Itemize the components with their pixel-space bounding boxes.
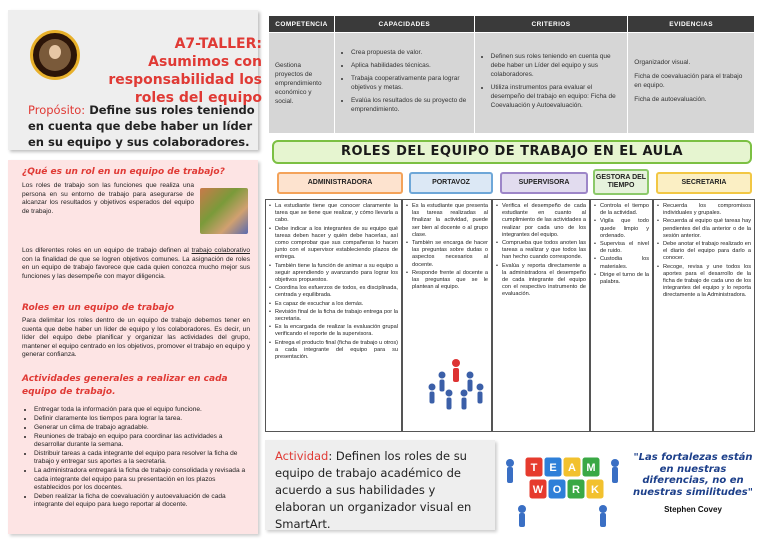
role-item: • Dirige el turno de la palabra. bbox=[594, 272, 649, 286]
quote-author: Stephen Covey bbox=[664, 505, 722, 514]
capacidad-item: • Crea propuesta de valor. bbox=[351, 48, 468, 57]
role-item: • Comprueba que todos anoten las tareas a realizar y que todos las han hecho cuando corresponde. bbox=[496, 240, 586, 262]
collaborative-work-link[interactable]: trabajo colaborativo bbox=[191, 247, 250, 254]
role-item: • Revisión final de la ficha de trabajo entrega por la secretaria. bbox=[269, 309, 398, 323]
list-item: • Reuniones de trabajo en equipo para coordinar las actividades a desarrollar durante la semana. bbox=[34, 433, 250, 450]
role-item: • Responde frente al docente a las preguntas que se le plantean al equipo. bbox=[406, 270, 488, 292]
criterio-item: • Utiliza instrumentos para evaluar el desempeño del trabajo en equipo: Ficha de Coevaluación y Autoevaluación. bbox=[491, 83, 622, 110]
roles-banner: ROLES DEL EQUIPO DE TRABAJO EN EL AULA bbox=[272, 140, 752, 164]
logo-portrait bbox=[39, 39, 71, 71]
capacidad-item: • Evalúa los resultados de su proyecto de emprendimiento. bbox=[351, 96, 468, 114]
purpose bbox=[28, 102, 260, 150]
school-logo bbox=[30, 30, 80, 80]
role-item: • Verifica el desempeño de cada estudiante en cuanto al cumplimiento de las actividades a realizar por cada uno de los integrantes del equipo. bbox=[496, 203, 586, 239]
puzzle-letter: E bbox=[549, 462, 557, 474]
puzzle-letter: M bbox=[586, 462, 596, 474]
logo-face bbox=[49, 45, 61, 59]
role-item: • Supervisa el nivel de ruido. bbox=[594, 241, 649, 255]
role-item: • Controla el tiempo de la actividad. bbox=[594, 203, 649, 217]
puzzle-letter: R bbox=[572, 484, 580, 496]
role-column-gestora bbox=[590, 199, 653, 432]
list-item: • Definir claramente los tiempos para lograr la tarea. bbox=[34, 415, 250, 423]
list-item: • Entregar toda la información para que el equipo funcione. bbox=[34, 406, 250, 414]
header-competencia: COMPETENCIA bbox=[269, 16, 335, 33]
list-item: • Generar un clima de trabajo agradable. bbox=[34, 424, 250, 432]
list-item: • La administradora entregará la ficha de trabajo consolidada y revisada a cada integrante del equipo para su presentación en los plazos establecidos por los docentes. bbox=[34, 467, 250, 492]
para-leader: Para delimitar los roles dentro de un equipo de trabajo debemos tener en cuenta que debe haber un líder de equipo y los colaboradores. Es decir, un líder del equipo debe planificar y organizar las actividades del grupo, mantener el equipo centrado en los objetivos, promover el trabajo en equipo y generar confianza. bbox=[22, 317, 250, 358]
role-item: • Recoge, revisa y une todos los aportes para el desarrollo de la ficha de trabajo de cada uno de los integrantes del equipo y lo reporta directamente a la Administradora. bbox=[657, 264, 751, 300]
activity-card bbox=[265, 440, 495, 530]
role-column-secretaria bbox=[653, 199, 755, 432]
capacidad-item: • Aplica habilidades técnicas. bbox=[351, 61, 468, 70]
quote-text: "Las fortalezas están en nuestras diferencias, no en nuestras similitudes" bbox=[633, 452, 753, 498]
criteria-table bbox=[268, 15, 755, 134]
activities-list bbox=[22, 406, 250, 510]
competencia-cell bbox=[269, 33, 335, 134]
capacidad-item: • Trabaja cooperativamente para lograr objetivos y metas. bbox=[351, 74, 468, 92]
para-role-types-end: con la finalidad de que se logren objetivos comunes. La asignación de roles en un equipo de trabajo favorece que cada quien conozca mucho mejor sus funciones y las desempeñe con mayor diligencia. bbox=[22, 255, 250, 280]
purpose-label: Propósito: bbox=[28, 103, 86, 117]
puzzle-letter: W bbox=[532, 484, 544, 496]
role-item: • Es capaz de escuchar a los demás. bbox=[269, 301, 398, 308]
role-header-supervisora: SUPERVISORA bbox=[500, 172, 588, 194]
role-item: • Coordina los esfuerzos de todos, es disciplinada, centrada y equilibrada. bbox=[269, 285, 398, 299]
role-column-supervisora bbox=[492, 199, 590, 432]
role-item: • Recuerda los compromisos individuales y grupales. bbox=[657, 203, 751, 217]
heading-team-roles: Roles en un equipo de trabajo bbox=[22, 303, 175, 313]
role-item: • También se encarga de hacer las preguntas sobre dudas o aspectos necesarios al docente. bbox=[406, 240, 488, 269]
role-item: • Debe indicar a los integrantes de su equipo qué tareas deben hacer y quién debe hacerlas, así como comprobar que sus compañeras lo hacen junto con el supervisor estableciendo plazos de entrega. bbox=[269, 226, 398, 262]
role-item: • Evalúa y reporta directamente a la administradora el desempeño de cada integrante del equipo con el respectivo instrumento de evaluación. bbox=[496, 263, 586, 299]
activity-description: : Definen los roles de su equipo de trabajo académico de acuerdo a sus habilidades y elaboran un organizador visual en SmartArt. bbox=[275, 449, 472, 531]
criterio-item: • Definen sus roles teniendo en cuenta que debe haber un Líder del equipo y sus colaboradores. bbox=[491, 52, 622, 79]
role-header-gestora: GESTORA DEL TIEMPO bbox=[593, 169, 649, 195]
role-item: • Recuerda al equipo qué tareas hay pendientes del día anterior o de la sesión anterior. bbox=[657, 218, 751, 240]
competencia-text: Gestiona proyectos de emprendimiento económico y social. bbox=[275, 61, 322, 105]
role-item: • Custodia los materiales. bbox=[594, 256, 649, 270]
para-role-types bbox=[22, 247, 250, 281]
role-item: • Es la estudiante que presenta las tareas realizadas al finalizar la actividad, puede ser bien al docente o al grupo clase. bbox=[406, 203, 488, 239]
puzzle-letter: K bbox=[591, 484, 599, 496]
teamwork-puzzle-illustration bbox=[500, 445, 625, 530]
evidencia-item: Ficha de coevaluación para el trabajo en equipo. bbox=[634, 72, 743, 89]
evidencia-item: Ficha de autoevaluación. bbox=[634, 95, 707, 103]
evidencia-item: Organizador visual. bbox=[634, 58, 691, 66]
list-item: • Deben realizar la ficha de coevaluación y autoevaluación de cada integrante del equipo para luego reportar al docente. bbox=[34, 493, 250, 510]
team-people-illustration bbox=[424, 355, 489, 415]
role-item: • Debe anotar el trabajo realizado en el diario del equipo para darlo a conocer. bbox=[657, 241, 751, 263]
role-header-administradora: ADMINISTRADORA bbox=[277, 172, 403, 194]
page-title: A7-TALLER: Asumimos con responsabilidad los roles del equipo bbox=[108, 36, 262, 106]
criterios-cell bbox=[474, 33, 628, 134]
evidencias-cell bbox=[628, 33, 755, 134]
purpose-text: Define sus roles teniendo en cuenta que debe haber un líder en su equipo y sus colaboradores. bbox=[28, 103, 255, 149]
role-item: • Es la encargada de realizar la evaluación grupal verificando el reporte de la supervisora. bbox=[269, 324, 398, 338]
list-item: • Distribuir tareas a cada integrante del equipo para resolver la ficha de trabajo y entregar sus aportes a la secretaria. bbox=[34, 450, 250, 467]
header-criterios: CRITERIOS bbox=[474, 16, 628, 33]
activity-text bbox=[275, 448, 489, 533]
role-item: • La estudiante tiene que conocer claramente la tarea que se tiene que realizar, y cómo llevarla a cabo. bbox=[269, 203, 398, 225]
role-item: • Entrega el producto final (ficha de trabajo u otros) a cada integrante del equipo para su presentación. bbox=[269, 340, 398, 362]
activity-label: Actividad bbox=[275, 449, 329, 463]
role-item: • Vigila que todo quede limpio y ordenado. bbox=[594, 218, 649, 240]
title-card bbox=[8, 10, 262, 150]
role-header-secretaria: SECRETARIA bbox=[656, 172, 752, 194]
header-evidencias: EVIDENCIAS bbox=[628, 16, 755, 33]
puzzle-letter: O bbox=[552, 484, 562, 496]
capacidades-cell bbox=[334, 33, 474, 134]
role-column-administradora bbox=[265, 199, 402, 432]
role-item: • También tiene la función de animar a su equipo a seguir aprendiendo y avanzando para lograr los objetivos propuestos. bbox=[269, 263, 398, 285]
para-role-types-start: Los diferentes roles en un equipo de trabajo definen al bbox=[22, 247, 192, 254]
roles-columns bbox=[265, 199, 755, 432]
heading-general-activities: Actividades generales a realizar en cada equipo de trabajo. bbox=[22, 374, 228, 397]
puzzle-letter: A bbox=[568, 462, 576, 474]
teamwork-hands-image bbox=[200, 188, 248, 234]
heading-what-is-role: ¿Qué es un rol en un equipo de trabajo? bbox=[22, 167, 225, 177]
info-panel bbox=[8, 160, 258, 534]
puzzle-letter: T bbox=[530, 462, 538, 474]
para-role-definition: Los roles de trabajo son las funciones que realiza una persona en su entorno de trabajo para asegurarse de alcanzar los resultados y objetivos esperados del equipo de trabajo. bbox=[22, 182, 194, 215]
role-header-portavoz: PORTAVOZ bbox=[409, 172, 493, 194]
header-capacidades: CAPACIDADES bbox=[334, 16, 474, 33]
